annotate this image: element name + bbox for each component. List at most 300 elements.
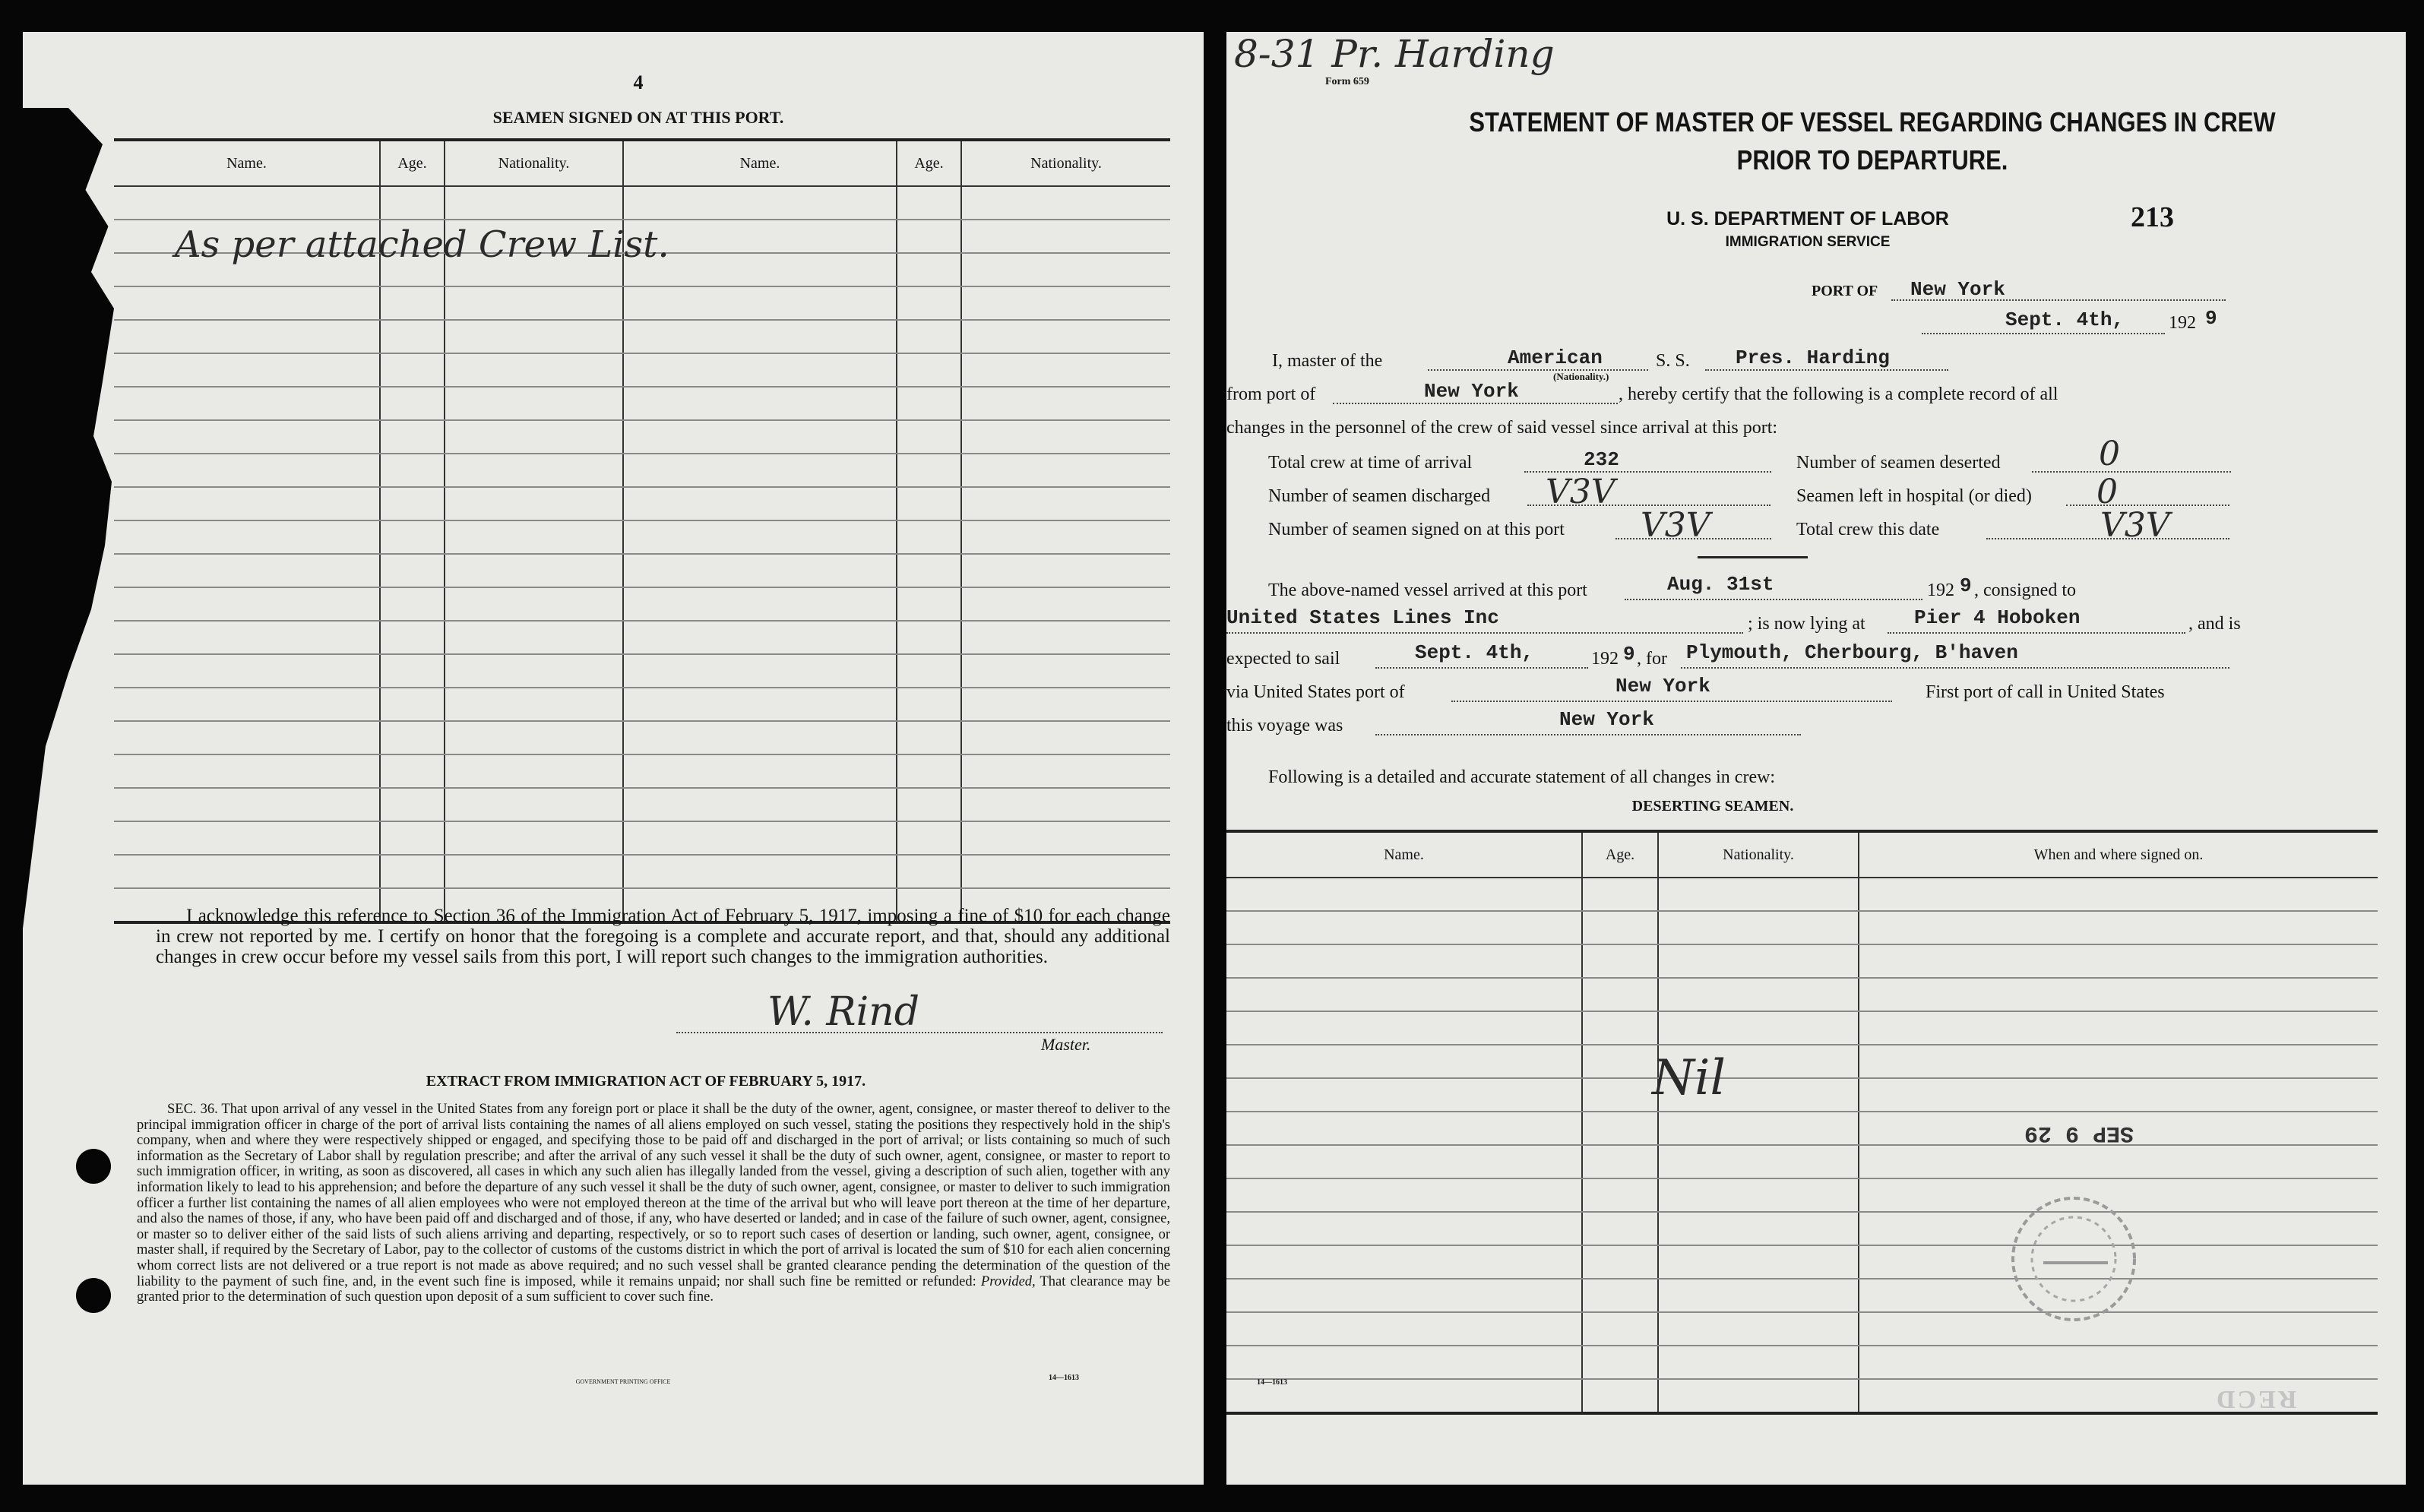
- table-cell: [897, 554, 961, 587]
- table-header-row: [1226, 831, 2378, 878]
- table-row: [1226, 1279, 2378, 1312]
- table-cell: [1226, 1212, 1582, 1245]
- table-cell: [445, 286, 623, 320]
- table-cell: [897, 487, 961, 520]
- table-cell: [445, 587, 623, 621]
- table-cell: [1226, 978, 1582, 1011]
- table-row: [114, 788, 1170, 821]
- table-cell: [623, 554, 897, 587]
- deserted-value: 0: [2099, 435, 2120, 473]
- master-label: I, master of the: [1272, 351, 1383, 371]
- table-cell: [445, 420, 623, 454]
- table-cell: [445, 754, 623, 788]
- table-cell: [1226, 1145, 1582, 1178]
- table-cell: [114, 587, 380, 621]
- column-header: Nationality.: [961, 140, 1170, 186]
- table-cell: [1226, 1112, 1582, 1145]
- printer-note: GOVERNMENT PRINTING OFFICE: [575, 1378, 671, 1385]
- top-annotation: 8-31 Pr. Harding: [1234, 32, 1555, 76]
- table-cell: [961, 520, 1170, 554]
- and-is-label: , and is: [2188, 614, 2241, 634]
- table-cell: [1582, 1178, 1658, 1212]
- proviso-text: That clearance may be granted prior to the determination of such question upon deposit of a sum sufficient to cover such fine.: [137, 1273, 1170, 1305]
- field-line: [1375, 667, 1588, 669]
- table-cell: [897, 520, 961, 554]
- master-title: Master.: [1041, 1035, 1091, 1054]
- table-cell: [380, 821, 445, 855]
- table-cell: [1226, 1245, 1582, 1279]
- table-row: [114, 286, 1170, 320]
- table-cell: [897, 721, 961, 754]
- table-row: [1226, 1312, 2378, 1346]
- table-cell: [114, 754, 380, 788]
- table-cell: [1859, 944, 2378, 978]
- table-row: [1226, 878, 2378, 911]
- table-cell: [1658, 944, 1859, 978]
- arrived-year-prefix: 192: [1927, 580, 1954, 600]
- table-cell: [1859, 978, 2378, 1011]
- table-cell: [380, 788, 445, 821]
- table-cell: [1226, 911, 1582, 944]
- table-row: [114, 186, 1170, 220]
- hospital-label: Seamen left in hospital (or died): [1796, 486, 2032, 506]
- table-row: [114, 320, 1170, 353]
- handwritten-crew-list-note: As per attached Crew List.: [175, 223, 669, 266]
- table-cell: [1582, 1346, 1658, 1379]
- service-name: IMMIGRATION SERVICE: [1725, 234, 1891, 250]
- table-cell: [380, 454, 445, 487]
- sail-year-prefix: 192: [1591, 649, 1619, 669]
- column-header: Age.: [380, 140, 445, 186]
- table-cell: [1658, 1346, 1859, 1379]
- table-cell: [961, 387, 1170, 420]
- table-cell: [1658, 1145, 1859, 1178]
- table-cell: [897, 186, 961, 220]
- field-line: [1333, 403, 1618, 404]
- received-stamp: RECD: [2214, 1385, 2297, 1413]
- table-cell: [961, 721, 1170, 754]
- table-cell: [961, 554, 1170, 587]
- nationality-value: American: [1508, 346, 1603, 369]
- table-cell: [445, 855, 623, 888]
- table-cell: [114, 353, 380, 387]
- punch-hole: [76, 1149, 111, 1184]
- changes-text: changes in the personnel of the crew of said vessel since arrival at this port:: [1226, 418, 1778, 438]
- table-cell: [961, 821, 1170, 855]
- table-row: [114, 387, 1170, 420]
- table-cell: [961, 320, 1170, 353]
- table-cell: [961, 788, 1170, 821]
- table-cell: [114, 487, 380, 520]
- signed-on-value: V3V: [1641, 506, 1710, 545]
- table-cell: [897, 855, 961, 888]
- table-cell: [380, 387, 445, 420]
- proviso-lead: Provided,: [980, 1273, 1036, 1289]
- deserted-label: Number of seamen deserted: [1796, 453, 2001, 473]
- ss-label: S. S.: [1656, 351, 1690, 371]
- table-row: [1226, 1078, 2378, 1112]
- lying-value: Pier 4 Hoboken: [1914, 606, 2081, 629]
- table-cell: [961, 754, 1170, 788]
- table-cell: [1226, 1078, 1582, 1112]
- form-label: Form 659: [1325, 76, 1369, 87]
- table-cell: [1226, 878, 1582, 911]
- field-line: [1226, 632, 1743, 634]
- table-cell: [623, 353, 897, 387]
- table-cell: [1226, 1346, 1582, 1379]
- field-line: [1922, 333, 2165, 334]
- table-cell: [445, 788, 623, 821]
- table-cell: [1582, 911, 1658, 944]
- table-cell: [380, 721, 445, 754]
- table-cell: [961, 220, 1170, 253]
- table-cell: [445, 688, 623, 721]
- table-cell: [1226, 1312, 1582, 1346]
- table-cell: [961, 621, 1170, 654]
- extract-body: [137, 1102, 1170, 1305]
- table-cell: [961, 253, 1170, 286]
- table-cell: [1859, 1078, 2378, 1112]
- table-cell: [380, 487, 445, 520]
- acknowledgment-text: I acknowledge this reference to Section 36 of the Immigration Act of February 5, 1917, imposing a fine of $10 for each change in crew not reported by me. I certify on honor that the foregoing is a complete and accurate report, and that, should any additional changes in crew occur before my vessel sails from this port, I will report such changes to the immigration authorities.: [156, 906, 1170, 967]
- table-row: [114, 754, 1170, 788]
- discharged-label: Number of seamen discharged: [1268, 486, 1491, 506]
- first-call-label: First port of call in United States: [1926, 682, 2165, 702]
- table-row: [114, 487, 1170, 520]
- table-cell: [1658, 1112, 1859, 1145]
- table-cell: [1859, 1011, 2378, 1045]
- table-cell: [897, 754, 961, 788]
- left-page: [23, 32, 1204, 1485]
- sail-date-value: Sept. 4th,: [1415, 641, 1534, 664]
- table-row: [114, 420, 1170, 454]
- table-cell: [1226, 1011, 1582, 1045]
- table-cell: [897, 621, 961, 654]
- extract-title: EXTRACT FROM IMMIGRATION ACT OF FEBRUARY 5, 1917.: [426, 1073, 866, 1090]
- table-cell: [445, 554, 623, 587]
- table-cell: [623, 654, 897, 688]
- field-line: [1375, 734, 1801, 735]
- field-line: [1625, 599, 1922, 600]
- via-port-value: New York: [1615, 675, 1710, 697]
- table-cell: [897, 454, 961, 487]
- column-header: When and where signed on.: [1859, 831, 2378, 878]
- table-cell: [897, 788, 961, 821]
- table-cell: [961, 353, 1170, 387]
- table-cell: [897, 587, 961, 621]
- table-cell: [380, 754, 445, 788]
- table-cell: [380, 286, 445, 320]
- from-port-value: New York: [1424, 380, 1519, 403]
- port-label: PORT OF: [1812, 283, 1878, 299]
- table-cell: [623, 520, 897, 554]
- form-title-line1: STATEMENT OF MASTER OF VESSEL REGARDING CHANGES IN CREW: [1469, 106, 2276, 138]
- table-cell: [114, 286, 380, 320]
- table-cell: [1226, 1178, 1582, 1212]
- table-cell: [1582, 1045, 1658, 1078]
- extract-text: SEC. 36. That upon arrival of any vessel in the United States from any foreign port or place it shall be the duty of the owner, agent, consignee, or master thereof to deliver to the principal immigration officer in charge of the port of arrival lists containing the names of all aliens employed on such vessel, stating the positions they respectively hold in the ship's company, when and where they were respectively shipped or engaged, and specifying those to be paid off and discharged in the port of arrival; or lists containing so much of such information as the Secretary of Labor shall by regulation prescribe; and after the arrival of any such vessel it shall be the duty of such owner, agent, consignee, or master to report to such immigration officer, in writing, as soon as discovered, all cases in which any such alien has illegally landed from the vessel, giving a description of such alien, together with any information likely to lead to his apprehension; and before the departure of any such vessel it shall be the duty of such owner, agent, consignee, or master to deliver to such immigration officer a further list containing the names of all alien employees who were not employed thereon at the time of the arrival but who will leave port thereon at the time of her departure, and also the names of those, if any, who have been paid off and discharged and of those, if any, who have deserted or landed; and in case of the failure of such owner, agent, consignee, or master so to deliver either of the said lists of such aliens arriving and departing, respectively, or so to report such cases of desertion or landing, such owner, agent, consignee, or master shall, if required by the Secretary of Labor, pay to the collector of customs of the customs district in which the port of arrival is located the sum of $10 for each alien concerning whom correct lists are not delivered or a true report is not made as above required; and no such vessel shall be granted clearance pending the determination of the question of the liability to the payment of such fine, and, in the event such fine is imposed, while it remains unpaid; nor shall such fine be remitted or refunded:: [137, 1102, 1170, 1289]
- table-cell: [445, 520, 623, 554]
- table-cell: [961, 587, 1170, 621]
- master-signature: W. Rind: [767, 989, 919, 1035]
- field-line: [1888, 632, 2185, 634]
- table-cell: [897, 286, 961, 320]
- table-header-row: [114, 140, 1170, 186]
- table-cell: [897, 420, 961, 454]
- table-cell: [1582, 944, 1658, 978]
- table-cell: [1226, 1279, 1582, 1312]
- table-cell: [1582, 1112, 1658, 1145]
- table-cell: [114, 688, 380, 721]
- column-header: Name.: [623, 140, 897, 186]
- table-cell: [1658, 1178, 1859, 1212]
- table-cell: [623, 855, 897, 888]
- table-cell: [1658, 878, 1859, 911]
- table-row: [114, 587, 1170, 621]
- table-cell: [445, 621, 623, 654]
- table-row: [1226, 1245, 2378, 1279]
- right-page: [1226, 32, 2406, 1485]
- table-cell: [623, 754, 897, 788]
- table-cell: [1658, 1245, 1859, 1279]
- table-row: [114, 621, 1170, 654]
- table-cell: [1582, 1145, 1658, 1178]
- table-row: [114, 855, 1170, 888]
- table-cell: [1859, 911, 2378, 944]
- table-cell: [623, 286, 897, 320]
- table-cell: [114, 520, 380, 554]
- table-cell: [114, 320, 380, 353]
- table-cell: [380, 520, 445, 554]
- table-cell: [114, 821, 380, 855]
- destination-value: Plymouth, Cherbourg, B'haven: [1686, 641, 2018, 664]
- table-cell: [380, 855, 445, 888]
- table-cell: [623, 587, 897, 621]
- ship-name-value: Pres. Harding: [1736, 346, 1890, 369]
- table-cell: [961, 855, 1170, 888]
- table-row: [1226, 1045, 2378, 1078]
- deserting-seamen-table: [1226, 830, 2378, 1415]
- table-row: [1226, 1112, 2378, 1145]
- column-header: Age.: [897, 140, 961, 186]
- table-cell: [1582, 978, 1658, 1011]
- table-row: [114, 520, 1170, 554]
- table-cell: [1658, 911, 1859, 944]
- table-cell: [623, 186, 897, 220]
- table-cell: [623, 454, 897, 487]
- field-line: [1681, 667, 2229, 669]
- table-cell: [1658, 1279, 1859, 1312]
- table-cell: [114, 420, 380, 454]
- table-cell: [114, 855, 380, 888]
- consigned-label: , consigned to: [1974, 580, 2076, 600]
- page-number: 4: [633, 71, 644, 93]
- voyage-value: New York: [1559, 708, 1654, 731]
- table-cell: [445, 487, 623, 520]
- table-cell: [623, 387, 897, 420]
- table-cell: [1658, 978, 1859, 1011]
- table-cell: [1582, 1312, 1658, 1346]
- table-cell: [623, 688, 897, 721]
- table-cell: [380, 186, 445, 220]
- table-cell: [114, 621, 380, 654]
- signed-on-heading: SEAMEN SIGNED ON AT THIS PORT.: [492, 108, 784, 127]
- table-cell: [114, 186, 380, 220]
- sail-year-suffix: 9: [1623, 643, 1635, 666]
- customs-seal-stamp: [2002, 1187, 2146, 1331]
- punch-hole: [76, 1278, 111, 1313]
- certify-text: , hereby certify that the following is a complete record of all: [1619, 384, 2059, 404]
- table-cell: [114, 454, 380, 487]
- field-line: [1705, 369, 1948, 371]
- table-cell: [897, 688, 961, 721]
- field-line: [1451, 701, 1892, 702]
- table-cell: [380, 621, 445, 654]
- table-cell: [1658, 1379, 1859, 1413]
- table-row: [114, 688, 1170, 721]
- table-cell: [1658, 1312, 1859, 1346]
- port-value: New York: [1910, 278, 2005, 301]
- total-rule: [1698, 556, 1808, 558]
- form-code: 14—1613: [1049, 1374, 1079, 1382]
- voyage-label: this voyage was: [1226, 716, 1343, 735]
- lying-label: ; is now lying at: [1748, 614, 1865, 634]
- column-header: Name.: [114, 140, 380, 186]
- table-cell: [623, 788, 897, 821]
- table-cell: [623, 721, 897, 754]
- signed-on-label: Number of seamen signed on at this port: [1268, 520, 1565, 539]
- table-cell: [961, 420, 1170, 454]
- table-cell: [961, 688, 1170, 721]
- table-cell: [114, 788, 380, 821]
- year-prefix: 192: [2169, 313, 2196, 333]
- table-cell: [1658, 1212, 1859, 1245]
- table-cell: [380, 654, 445, 688]
- table-row: [1226, 1379, 2378, 1413]
- table-cell: [445, 387, 623, 420]
- date-stamp: SEP 9 29: [2024, 1120, 2134, 1146]
- table-cell: [623, 420, 897, 454]
- table-cell: [897, 654, 961, 688]
- nil-note: Nil: [1652, 1050, 1726, 1106]
- hospital-value: 0: [2096, 473, 2118, 511]
- table-cell: [1582, 1279, 1658, 1312]
- table-cell: [380, 554, 445, 587]
- following-text: Following is a detailed and accurate statement of all changes in crew:: [1268, 767, 1776, 787]
- column-header: Age.: [1582, 831, 1658, 878]
- table-cell: [897, 253, 961, 286]
- column-header: Nationality.: [445, 140, 623, 186]
- table-cell: [623, 487, 897, 520]
- year-suffix: 9: [2205, 307, 2217, 330]
- table-cell: [897, 821, 961, 855]
- from-port-label: from port of: [1226, 384, 1316, 404]
- table-cell: [623, 621, 897, 654]
- table-cell: [445, 186, 623, 220]
- table-cell: [445, 454, 623, 487]
- total-crew-date-label: Total crew this date: [1796, 520, 1940, 539]
- field-line: [1428, 369, 1648, 371]
- table-row: [1226, 911, 2378, 944]
- table-cell: [1582, 1379, 1658, 1413]
- table-row: [1226, 1178, 2378, 1212]
- table-cell: [445, 721, 623, 754]
- field-line: [2032, 471, 2231, 473]
- total-crew-arrival-label: Total crew at time of arrival: [1268, 453, 1473, 473]
- table-cell: [1658, 1011, 1859, 1045]
- table-row: [114, 654, 1170, 688]
- table-row: [114, 454, 1170, 487]
- form-code: 14—1613: [1257, 1378, 1287, 1387]
- table-cell: [961, 286, 1170, 320]
- expected-sail-label: expected to sail: [1226, 649, 1340, 669]
- table-row: [114, 721, 1170, 754]
- total-crew-date-value: V3V: [2100, 506, 2170, 545]
- column-header: Name.: [1226, 831, 1582, 878]
- table-cell: [1859, 878, 2378, 911]
- table-cell: [1582, 1245, 1658, 1279]
- table-cell: [380, 420, 445, 454]
- table-cell: [1859, 1379, 2378, 1413]
- table-row: [1226, 1212, 2378, 1245]
- signature-line: [676, 1032, 1163, 1033]
- table-cell: [961, 654, 1170, 688]
- table-cell: [380, 587, 445, 621]
- table-cell: [961, 487, 1170, 520]
- table-row: [114, 821, 1170, 855]
- form-title-line2: PRIOR TO DEPARTURE.: [1736, 144, 2008, 176]
- table-cell: [623, 821, 897, 855]
- table-cell: [1226, 1045, 1582, 1078]
- arrived-value: Aug. 31st: [1667, 573, 1774, 596]
- table-cell: [114, 554, 380, 587]
- column-header: Nationality.: [1658, 831, 1859, 878]
- nationality-caption: (Nationality.): [1553, 371, 1609, 382]
- table-cell: [1582, 878, 1658, 911]
- table-row: [1226, 944, 2378, 978]
- table-cell: [897, 387, 961, 420]
- table-cell: [445, 821, 623, 855]
- table-cell: [445, 654, 623, 688]
- table-row: [1226, 978, 2378, 1011]
- table-row: [1226, 1011, 2378, 1045]
- table-cell: [380, 320, 445, 353]
- table-cell: [445, 353, 623, 387]
- consignee-value: United States Lines Inc: [1226, 606, 1499, 629]
- table-cell: [1582, 1212, 1658, 1245]
- table-cell: [623, 320, 897, 353]
- table-cell: [1859, 1145, 2378, 1178]
- arrived-label: The above-named vessel arrived at this port: [1268, 580, 1587, 600]
- table-cell: [1859, 1045, 2378, 1078]
- date-value: Sept. 4th,: [2005, 308, 2125, 331]
- table-cell: [114, 387, 380, 420]
- table-cell: [1226, 944, 1582, 978]
- department-name: U. S. DEPARTMENT OF LABOR: [1666, 208, 1949, 229]
- table-row: [114, 353, 1170, 387]
- deserting-seamen-heading: DESERTING SEAMEN.: [1631, 798, 1794, 815]
- document-number: 213: [2131, 201, 2174, 233]
- arrived-year-suffix: 9: [1960, 574, 1972, 597]
- table-cell: [1582, 1011, 1658, 1045]
- table-row: [1226, 1346, 2378, 1379]
- table-row: [1226, 1145, 2378, 1178]
- for-label: , for: [1637, 649, 1667, 669]
- discharged-value: V3V: [1546, 473, 1615, 511]
- table-cell: [1859, 1346, 2378, 1379]
- total-crew-arrival-value: 232: [1584, 448, 1619, 471]
- table-cell: [445, 320, 623, 353]
